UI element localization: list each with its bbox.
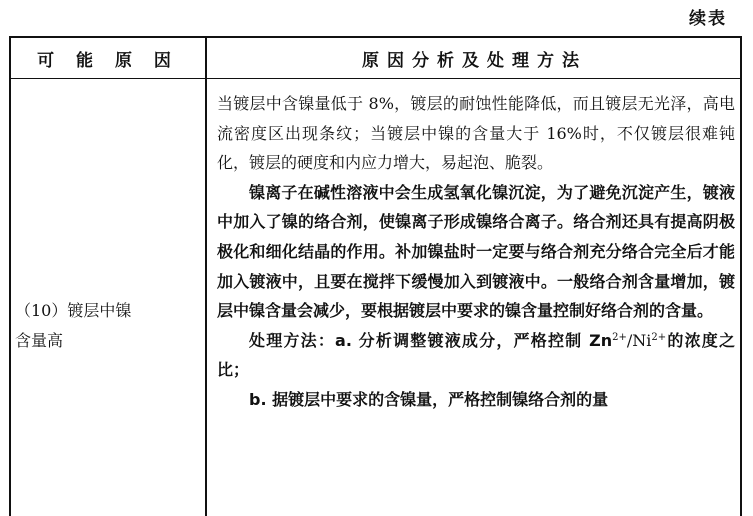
method-a <box>217 326 735 385</box>
cause-line-1: （10）镀层中镍 <box>15 301 132 320</box>
method-a-prefix: a. 分析调整镀液成分，严格控制 Zn <box>335 330 613 350</box>
header-analysis: 原因分析及处理方法 <box>362 51 587 71</box>
method-a-suffix: 的浓度之比； <box>217 330 735 380</box>
analysis-paragraph-1: 当镀层中含镍量低于 8%，镀层的耐蚀性能降低，而且镀层无光泽，高电流密度区出现条纹；当镀层中镍的含量大于 16%时，不仅镀层很难钝化，镀层的硬度和内应力增大，易起泡、脆裂。 <box>217 94 735 173</box>
header-cause: 可 能 原 因 <box>37 51 179 71</box>
method-a-slash: /Ni <box>626 330 652 350</box>
cause-cell <box>15 296 201 356</box>
method-a-sup-1: 2+ <box>612 331 627 343</box>
method-label: 处理方法： <box>249 330 336 350</box>
analysis-paragraph-2: 镍离子在碱性溶液中会生成氢氧化镍沉淀，为了避免沉淀产生，镀液中加入了镍的络合剂，使镍离子形成镍络合离子。络合剂还具有提高阴极极化和细化结晶的作用。补加镍盐时一定要与络合剂充分络合完全后才能加入镀液中，且要在搅拌下缓慢加入到镀液中。一般络合剂含量增加，镀层中镍含量会减少，要根据镀层中要求的镍含量控制好络合剂的含量。 <box>217 182 735 321</box>
table-header <box>11 38 740 79</box>
data-table <box>9 36 742 516</box>
continued-label: 续表 <box>689 9 727 29</box>
analysis-cell <box>217 89 735 415</box>
cause-line-2: 含量高 <box>15 331 64 350</box>
column-divider <box>205 38 207 516</box>
method-b: b. 据镀层中要求的含镍量，严格控制镍络合剂的量 <box>249 389 609 409</box>
method-a-sup-2: 2+ <box>651 331 667 343</box>
